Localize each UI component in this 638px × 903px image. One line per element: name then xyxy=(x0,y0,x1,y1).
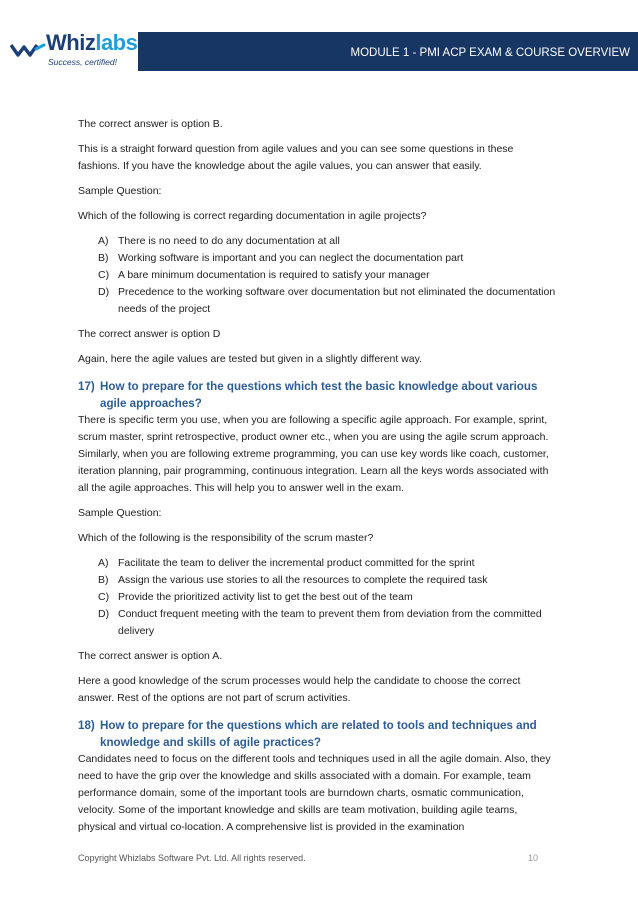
section-heading-18: 18) How to prepare for the questions which are related to tools and techniques and knowledge and skills of agile practices? xyxy=(78,719,537,749)
section-heading-17: 17) How to prepare for the questions which test the basic knowledge about various agile approaches? xyxy=(78,380,538,410)
copyright-text: Copyright Whizlabs Software Pvt. Ltd. All rights reserved. xyxy=(78,853,306,863)
paragraph: The correct answer is option A. xyxy=(78,650,223,662)
page-header xyxy=(0,27,638,75)
paragraph: This is a straight forward question from agile values and you can see some questions in these fashions. If you have the knowledge about the agile values, you can answer that easily. xyxy=(78,143,514,172)
list-item: C) A bare minimum documentation is required to satisfy your manager xyxy=(98,269,430,281)
logo-wave-icon xyxy=(10,41,46,59)
page-number: 10 xyxy=(527,853,538,863)
paragraph: Sample Question: xyxy=(78,185,162,197)
list-item: C) Provide the prioritized activity list to get the best out of the team xyxy=(98,591,413,603)
paragraph: Candidates need to focus on the different tools and techniques used in all the agile domain. Also, they need to have the grip over the knowledge and skills associated with a domain. For example, team performance domain, some of the important tools are burndown charts, osmatic communication, velocity. Some of the important knowledge and skills are team motivation, building agile teams, physical and virtual co-location. A comprehensive list is provided in the examination xyxy=(78,753,551,833)
paragraph: Which of the following is the responsibility of the scrum master? xyxy=(78,532,374,544)
whizlabs-logo xyxy=(6,27,138,75)
list-item: B) Working software is important and you can neglect the documentation part xyxy=(98,252,464,264)
header-title: MODULE 1 - PMI ACP EXAM & COURSE OVERVIEW xyxy=(350,47,630,59)
document-body xyxy=(78,116,558,844)
logo-wordmark: Whizlabs xyxy=(46,30,138,55)
paragraph: Sample Question: xyxy=(78,507,162,519)
list-item: A) There is no need to do any documentation at all xyxy=(98,235,340,247)
paragraph: Again, here the agile values are tested but given in a slightly different way. xyxy=(78,353,422,365)
list-item: D) Conduct frequent meeting with the team to prevent them from deviation from the committed delivery xyxy=(98,608,542,637)
options-list xyxy=(78,555,558,640)
paragraph: The correct answer is option D xyxy=(78,328,221,340)
paragraph: Here a good knowledge of the scrum processes would help the candidate to choose the correct answer. Rest of the options are not part of scrum activities. xyxy=(78,675,521,704)
page-footer xyxy=(78,853,538,863)
list-item: A) Facilitate the team to deliver the incremental product committed for the sprint xyxy=(98,557,475,569)
options-list xyxy=(78,233,558,318)
paragraph: The correct answer is option B. xyxy=(78,118,223,130)
paragraph: Which of the following is correct regarding documentation in agile projects? xyxy=(78,210,427,222)
list-item: D) Precedence to the working software over documentation but not eliminated the documentation needs of the project xyxy=(98,286,556,315)
list-item: B) Assign the various use stories to all the resources to complete the required task xyxy=(98,574,488,586)
paragraph: There is specific term you use, when you are following a specific agile approach. For example, sprint, scrum master, sprint retrospective, product owner etc., when you are using the agile scrum approach. Similarly, when you are following extreme programming, you can use key words like coach, customer, iteration planning, pair programming, continuous integration. Learn all the keys words associated with all the agile approaches. This will help you to answer well in the exam. xyxy=(78,414,549,494)
header-bar xyxy=(138,32,638,71)
logo-tagline: Success, certified! xyxy=(48,57,117,67)
